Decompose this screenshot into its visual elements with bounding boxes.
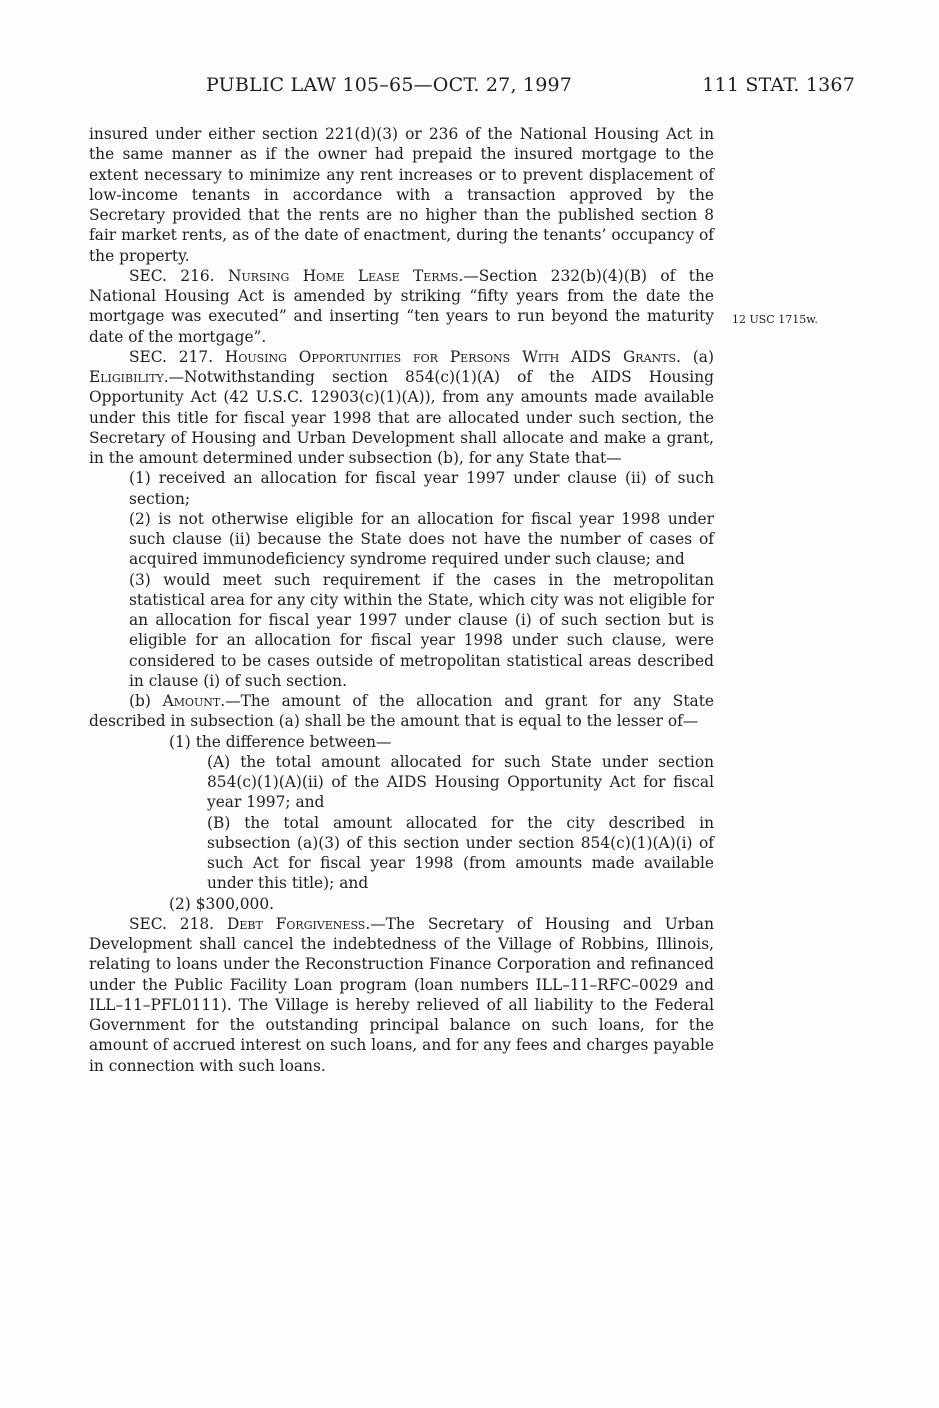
section-heading: Housing Opportunities for Persons With AIDS Grants.: [224, 347, 681, 366]
subsection-text: —The amount of the allocation and grant for any State described in subsection (a) shall be the amount that is equal to the lesser of—: [89, 692, 714, 731]
section-216: [89, 266, 714, 347]
list-item: (1) the difference between—: [169, 732, 392, 751]
section-text: —Notwithstanding section 854(c)(1)(A) of the AIDS Housing Opportunity Act (42 U.S.C. 12903(c)(1)(A)), from any amounts made available under this title for fiscal year 1998 that are allocated under such section, the Secretary of Housing and Urban Development shall allocate and make a grant, in the amount determined under subsection (b), for any State that—: [89, 368, 714, 467]
list-item: (A) the total amount allocated for such State under section 854(c)(1)(A)(ii) of the AIDS Housing Opportunity Act for fiscal year 1997; and: [207, 752, 714, 812]
subsection-label: (b): [129, 692, 151, 710]
list-item: (3) would meet such requirement if the cases in the metropolitan statistical area for any city within the State, which city was not eligible for an allocation for fiscal year 1997 under clause (i) of such section but is eligible for an allocation for fiscal year 1998 under such clause, were considered to be cases outside of metropolitan statistical areas described in clause (i) of such section.: [129, 570, 714, 690]
list-item: (2) is not otherwise eligible for an allocation for fiscal year 1998 under such clause (ii) because the State does not have the number of cases of acquired immunodeficiency syndrome required under such clause; and: [129, 509, 714, 569]
subsection-b: [89, 691, 714, 732]
list-item: (2) $300,000.: [169, 894, 275, 913]
section-218: [89, 914, 714, 1076]
section-text: —The Secretary of Housing and Urban Development shall cancel the indebtedness of the Village of Robbins, Illinois, relating to loans under the Reconstruction Finance Corporation and refinanced under the Public Facility Loan program (loan numbers ILL–11–RFC–0029 and ILL–11–PFL0111). The Village is hereby relieved of all liability to the Federal Government for the outstanding principal balance on such loans, for the amount of accrued interest on such loans, and for any fees and charges payable in connection with such loans.: [89, 914, 715, 1075]
list-item: (B) the total amount allocated for the city described in subsection (a)(3) of this section under section 854(c)(1)(A)(i) of such Act for fiscal year 1998 (from amounts made available under this title); and: [207, 813, 714, 893]
section-label: SEC. 217.: [129, 347, 214, 366]
section-217: [89, 347, 714, 469]
subsection-heading: Amount.: [162, 692, 226, 710]
running-head: PUBLIC LAW 105–65—OCT. 27, 1997: [206, 74, 573, 96]
section-label: SEC. 216.: [129, 266, 215, 285]
body-text: [89, 124, 714, 1076]
section-heading: Nursing Home Lease Terms.: [228, 266, 464, 285]
subsection-label: (a): [692, 347, 714, 366]
margin-note: 12 USC 1715w.: [732, 313, 818, 326]
paragraph-continued: insured under either section 221(d)(3) or 236 of the National Housing Act in the same manner as if the owner had prepaid the insured mortgage to the extent necessary to minimize any rent increases or to prevent displacement of low-income tenants in accordance with a transaction approved by the Secretary provided that the rents are no higher than the published section 8 fair market rents, as of the date of enactment, during the tenants’ occupancy of the property.: [89, 125, 714, 265]
page-number: 111 STAT. 1367: [702, 74, 855, 96]
section-label: SEC. 218.: [129, 914, 215, 933]
subsection-heading: Eligibility.: [89, 368, 169, 386]
section-text: —Section 232(b)(4)(B) of the National Housing Act is amended by striking “fifty years from the date the mortgage was executed” and inserting “ten years to run beyond the maturity date of the mortgage”.: [89, 266, 714, 346]
list-item: (1) received an allocation for fiscal year 1997 under clause (ii) of such section;: [129, 469, 714, 508]
section-heading: Debt Forgiveness.: [227, 914, 371, 933]
